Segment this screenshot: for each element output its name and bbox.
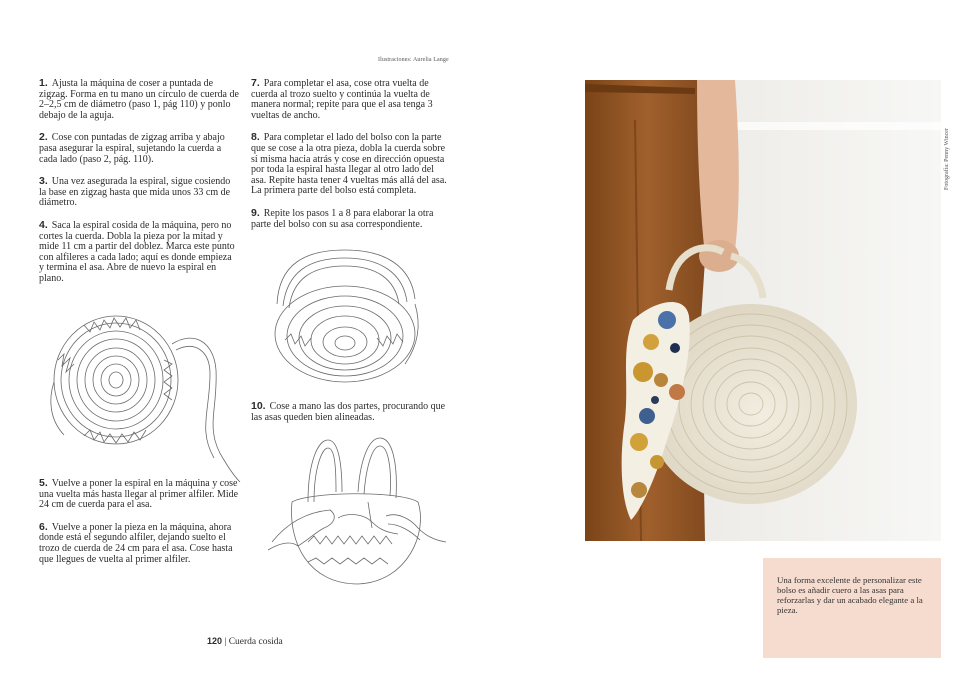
illustration-credit: Ilustraciones: Aurelia Lange bbox=[378, 57, 449, 63]
page-footer bbox=[207, 636, 283, 647]
step-9 bbox=[251, 208, 451, 230]
tip-callout-box bbox=[763, 558, 941, 658]
step-6 bbox=[39, 522, 244, 565]
step-text: Saca la espiral cosida de la máquina, pero no cortes la cuerda. Dobla la pieza por la mitad y mide 11 cm a partir del doblez. Marca este punto con alfileres a cada lado; aquí es donde empieza y termina el asa. Abre de nuevo la espiral en plano. bbox=[39, 219, 235, 284]
step-number: 3. bbox=[39, 175, 48, 188]
step-number: 5. bbox=[39, 477, 48, 489]
step-text: Una vez asegurada la espiral, sigue cosiendo la base en zigzag hasta que mida unos 33 cm de diámetro. bbox=[39, 176, 231, 209]
step-text: Cose con puntadas de zigzag arriba y abajo pasa asegurar la espiral, sujetando la cuerda a cada lado (paso 2, pág. 110). bbox=[39, 132, 225, 165]
step-1 bbox=[39, 78, 239, 121]
step-number: 7. bbox=[251, 77, 260, 89]
tip-callout-text: Una forma excelente de personalizar este bolso es añadir cuero a las asas para reforzarlas y dar un acabado elegante a la pieza. bbox=[777, 575, 923, 615]
step-4 bbox=[39, 220, 239, 285]
step-7 bbox=[251, 78, 451, 121]
bag-photo bbox=[585, 80, 941, 541]
step-text: Vuelve a poner la pieza en la máquina, ahora donde está el segundo alfiler, dejando suelto el trozo de cuerda de 24 cm para el asa. Cose hasta que llegues de vuelta al primer alfiler. bbox=[39, 521, 233, 565]
instructions-column-left-lower bbox=[39, 478, 244, 576]
step-number: 9. bbox=[251, 206, 260, 219]
step-text: Para completar el lado del bolso con la parte que se cose a la otra pieza, dobla la cuerda sobre sí misma hacia atrás y cose en dirección opuesta por toda la espiral hasta llegar al otro lado del asa. Repite hasta tener 4 vueltas más allá del asa. La primera parte del bolso está completa. bbox=[251, 132, 447, 197]
step-3 bbox=[39, 176, 239, 209]
step-text: Ajusta la máquina de coser a puntada de zigzag. Forma en tu mano un círculo de cuerda de 2–2,5 cm de diámetro (paso 1, pág 110) y ponlo debajo de la aguja. bbox=[39, 78, 239, 121]
page-number: 120 bbox=[207, 636, 223, 646]
step-2 bbox=[39, 132, 239, 165]
step-text: Repite los pasos 1 a 8 para elaborar la otra parte del bolso con su asa correspondiente. bbox=[251, 207, 434, 230]
step-number: 8. bbox=[251, 131, 260, 144]
photo-credit-text: Fotografía: Penny Wincer bbox=[944, 128, 950, 190]
step-number: 10. bbox=[251, 400, 266, 412]
bag-with-handle-sketch-illustration bbox=[265, 244, 430, 389]
photo-credit bbox=[944, 80, 954, 190]
step-text: Para completar el asa, cose otra vuelta de cuerda al trozo suelto y continúa la vuelta de manera normal; repite para que el asa tenga 3 vueltas de ancho. bbox=[251, 78, 433, 121]
section-title: Cuerda cosida bbox=[228, 637, 283, 647]
step-number: 6. bbox=[39, 520, 48, 533]
step-number: 4. bbox=[39, 218, 48, 231]
step-8 bbox=[251, 132, 451, 197]
step-number: 2. bbox=[39, 131, 48, 144]
step-10 bbox=[251, 401, 451, 423]
step-number: 1. bbox=[39, 77, 48, 89]
step-text: Cose a mano las dos partes, procurando que las asas queden bien alineadas. bbox=[251, 401, 446, 423]
instructions-step-10-block bbox=[251, 401, 451, 434]
instructions-column-middle bbox=[251, 78, 451, 241]
step-text: Vuelve a poner la espiral en la máquina y cose una vuelta más hasta llegar al primer alfiler. Mide 24 cm de cuerda para el asa. bbox=[39, 478, 239, 511]
hand-sewing-sketch-illustration bbox=[268, 432, 453, 592]
footer-separator: | bbox=[224, 637, 227, 647]
spiral-sketch-illustration bbox=[44, 300, 249, 485]
instructions-column-left bbox=[39, 78, 239, 296]
